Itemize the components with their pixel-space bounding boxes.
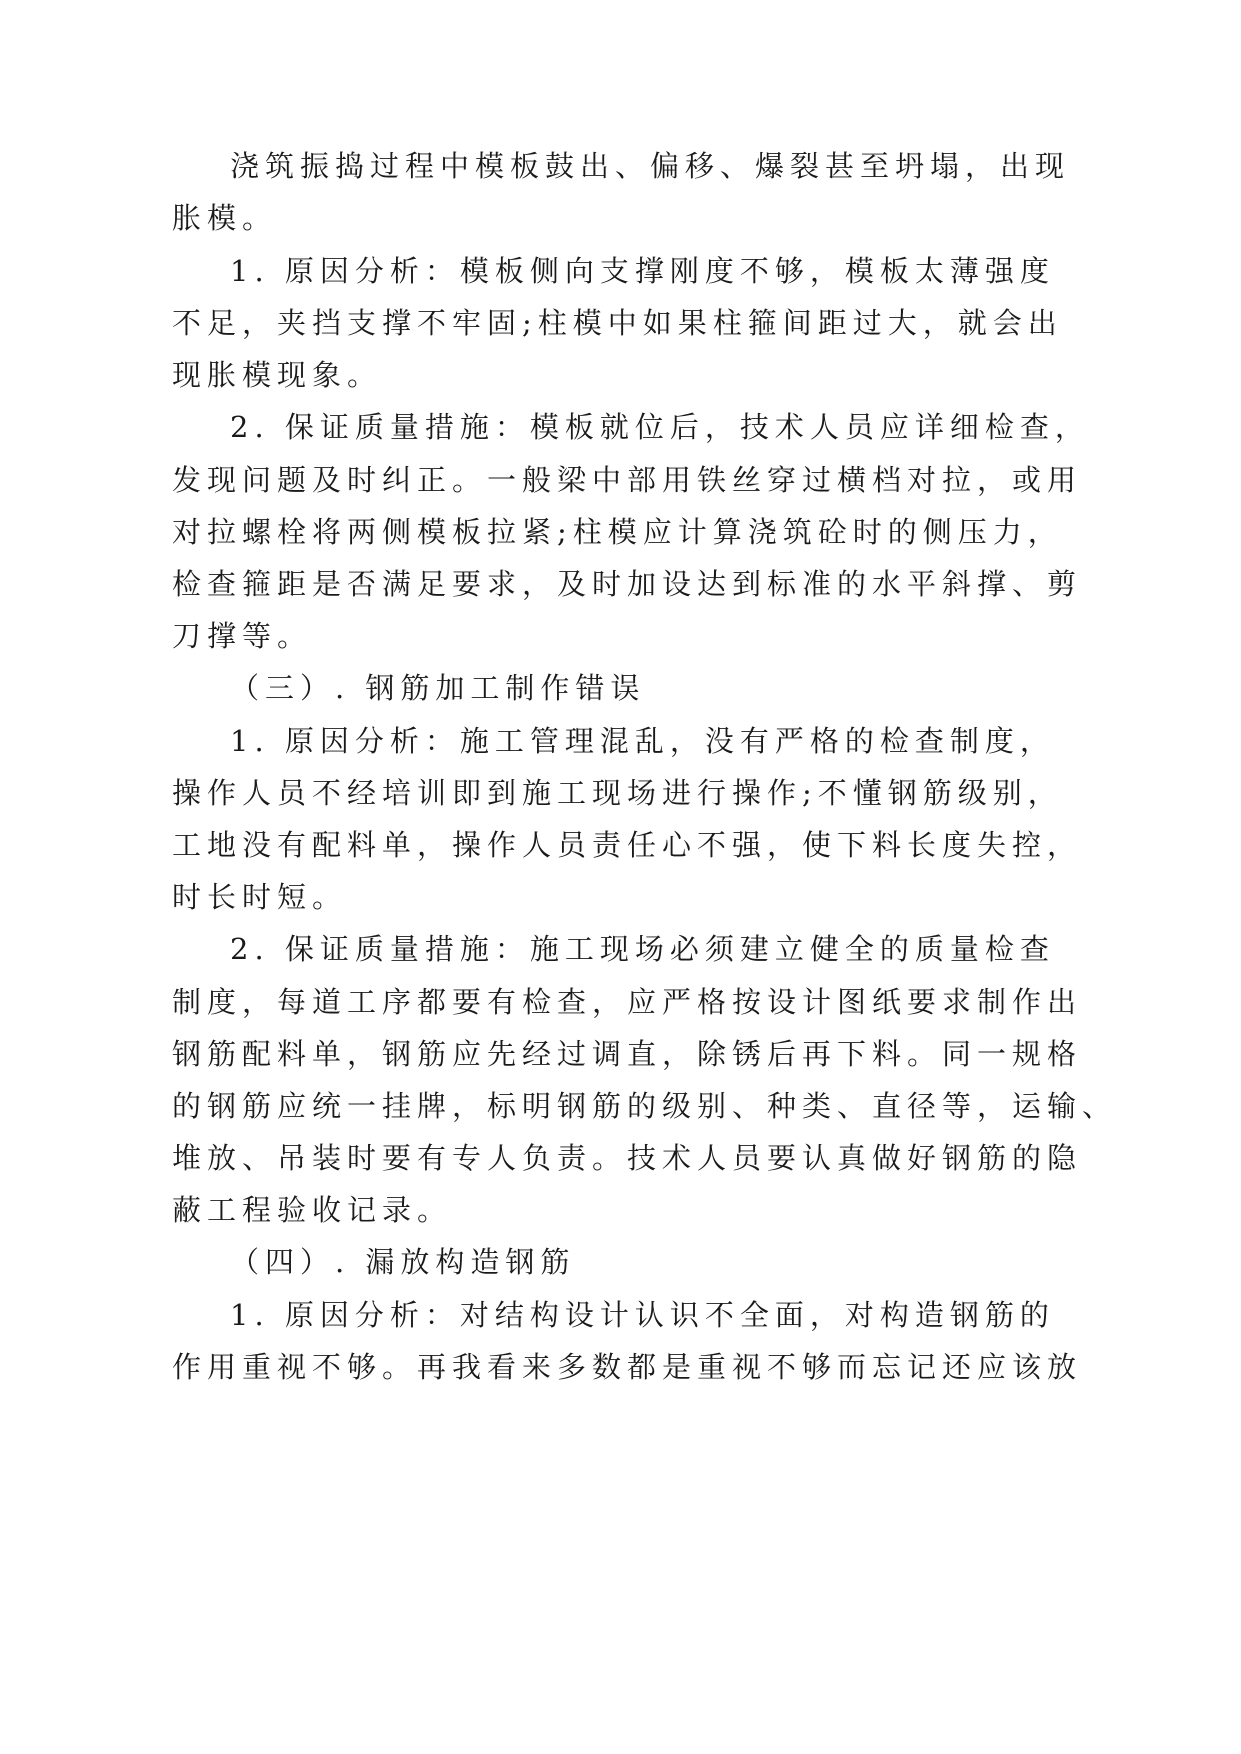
text-line: 1. 原因分析：对结构设计认识不全面，对构造钢筋的 (230, 1298, 1055, 1332)
text-line: 发现问题及时纠正。一般梁中部用铁丝穿过横档对拉，或用 (172, 463, 1083, 497)
text-line: 不足，夹挡支撑不牢固;柱模中如果柱箍间距过大，就会出 (172, 306, 1063, 340)
text-line: 的钢筋应统一挂牌，标明钢筋的级别、种类、直径等，运输、 (172, 1089, 1118, 1123)
text-line: 工地没有配料单，操作人员责任心不强，使下料长度失控， (172, 828, 1083, 862)
text-line: 蔽工程验收记录。 (172, 1193, 453, 1227)
text-line: 时长时短。 (172, 880, 348, 914)
text-line: 钢筋配料单，钢筋应先经过调直，除锈后再下料。同一规格 (172, 1037, 1083, 1071)
text-line: 浇筑振捣过程中模板鼓出、偏移、爆裂甚至坍塌，出现 (230, 149, 1071, 183)
text-line: 对拉螺栓将两侧模板拉紧;柱模应计算浇筑砼时的侧压力， (172, 515, 1063, 549)
section-heading: （三）. 钢筋加工制作错误 (230, 671, 646, 705)
text-line: 操作人员不经培训即到施工现场进行操作;不懂钢筋级别， (172, 776, 1063, 810)
text-line: 现胀模现象。 (172, 358, 383, 392)
text-line: 胀模。 (172, 201, 278, 235)
text-line: 堆放、吊装时要有专人负责。技术人员要认真做好钢筋的隐 (172, 1141, 1083, 1175)
text-line: 1. 原因分析：施工管理混乱，没有严格的检查制度， (230, 724, 1055, 758)
text-line: 检查箍距是否满足要求，及时加设达到标准的水平斜撑、剪 (172, 567, 1083, 601)
text-line: 2. 保证质量措施：施工现场必须建立健全的质量检查 (230, 932, 1055, 966)
text-line: 作用重视不够。再我看来多数都是重视不够而忘记还应该放 (172, 1350, 1083, 1384)
text-line: 1. 原因分析：模板侧向支撑刚度不够，模板太薄强度 (230, 254, 1055, 288)
section-heading: （四）. 漏放构造钢筋 (230, 1245, 576, 1279)
text-line: 2. 保证质量措施：模板就位后，技术人员应详细检查， (230, 410, 1090, 444)
text-line: 刀撑等。 (172, 619, 313, 653)
text-line: 制度，每道工序都要有检查，应严格按设计图纸要求制作出 (172, 985, 1083, 1019)
